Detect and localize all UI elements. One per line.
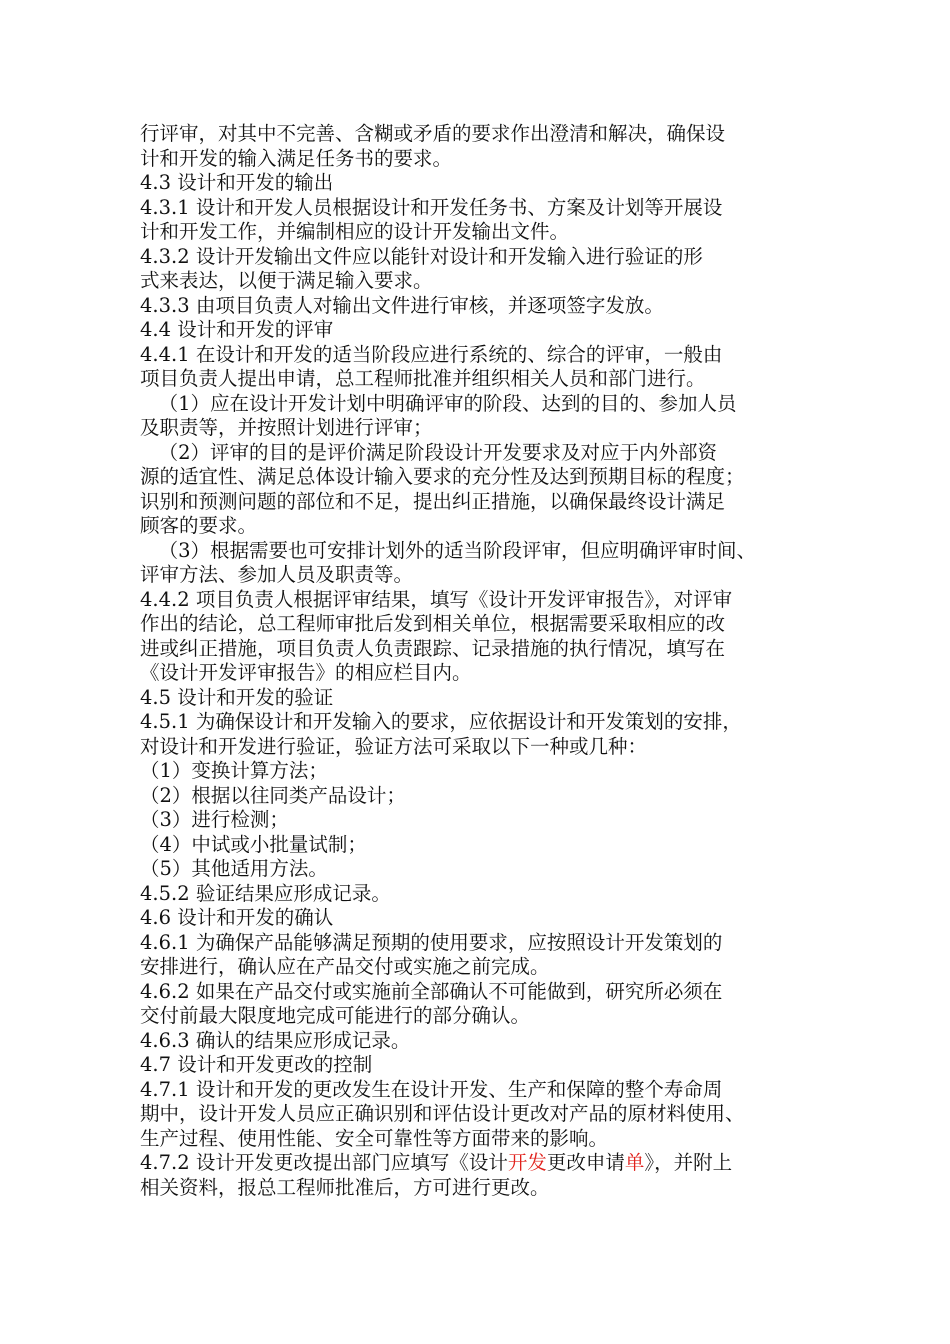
section-heading-4-4: 4.4 设计和开发的评审 <box>140 318 334 341</box>
list-item: （4）中试或小批量试制； <box>140 832 367 856</box>
section-heading-4-7: 4.7 设计和开发更改的控制 <box>140 1053 373 1076</box>
text-line: 4.5.1 为确保设计和开发输入的要求，应依据设计和开发策划的安排， <box>140 710 742 733</box>
text-segment: 更改申请 <box>546 1151 625 1174</box>
text-line: 及职责等，并按照计划进行评审； <box>140 416 433 439</box>
text-line: （1）应在设计开发计划中明确评审的阶段、达到的目的、参加人员 <box>140 391 737 415</box>
text-line: 识别和预测问题的部位和不足，提出纠正措施，以确保最终设计满足 <box>140 489 726 513</box>
text-line: 交付前最大限度地完成可能进行的部分确认。 <box>140 1004 531 1027</box>
text-line: 计和开发工作，并编制相应的设计开发输出文件。 <box>140 220 570 243</box>
text-line: 4.6.3 确认的结果应形成记录。 <box>140 1028 411 1052</box>
list-item: （1）变换计算方法； <box>140 759 328 782</box>
text-line: 源的适宜性、满足总体设计输入要求的充分性及达到预期目标的程度； <box>140 465 745 488</box>
text-line: 4.3.1 设计和开发人员根据设计和开发任务书、方案及计划等开展设 <box>140 195 723 219</box>
section-heading-4-3: 4.3 设计和开发的输出 <box>140 171 334 194</box>
text-line-4-7-2 <box>140 1151 820 1176</box>
text-line: 评审方法、参加人员及职责等。 <box>140 563 414 586</box>
text-line: 期中，设计开发人员应正确识别和评估设计更改对产品的原材料使用、 <box>140 1102 745 1125</box>
text-segment: 4.7.2 设计开发更改提出部门应填写《设计 <box>140 1151 508 1174</box>
text-segment: 》，并附上 <box>644 1151 733 1174</box>
text-line: 项目负责人提出申请，总工程师批准并组织相关人员和部门进行。 <box>140 367 706 390</box>
text-line: 计和开发的输入满足任务书的要求。 <box>140 146 453 170</box>
text-line: 4.7.1 设计和开发的更改发生在设计开发、生产和保障的整个寿命周 <box>140 1077 723 1101</box>
text-line: 作出的结论，总工程师审批后发到相关单位，根据需要采取相应的改 <box>140 612 726 635</box>
text-line: 4.4.1 在设计和开发的适当阶段应进行系统的、综合的评审，一般由 <box>140 342 723 366</box>
text-line: 《设计开发评审报告》的相应栏目内。 <box>140 661 472 684</box>
text-line: 进或纠正措施，项目负责人负责跟踪、记录措施的执行情况，填写在 <box>140 636 726 660</box>
text-line: 对设计和开发进行验证，验证方法可采取以下一种或几种： <box>140 734 648 758</box>
document-body <box>140 122 820 1200</box>
section-heading-4-5: 4.5 设计和开发的验证 <box>140 685 334 709</box>
text-line: 安排进行，确认应在产品交付或实施之前完成。 <box>140 955 550 978</box>
text-line: 4.5.2 验证结果应形成记录。 <box>140 881 391 905</box>
text-line: 4.6.1 为确保产品能够满足预期的使用要求，应按照设计开发策划的 <box>140 930 723 954</box>
text-line: 4.4.2 项目负责人根据评审结果，填写《设计开发评审报告》，对评审 <box>140 587 733 611</box>
text-line: （3）根据需要也可安排计划外的适当阶段评审，但应明确评审时间、 <box>140 538 757 562</box>
highlighted-text: 单 <box>624 1151 645 1174</box>
text-line: （2）评审的目的是评价满足阶段设计开发要求及对应于内外部资 <box>140 440 718 464</box>
list-item: （3）进行检测； <box>140 808 289 831</box>
text-line: 相关资料，报总工程师批准后，方可进行更改。 <box>140 1175 550 1199</box>
text-line: 顾客的要求。 <box>140 514 258 537</box>
list-item: （5）其他适用方法。 <box>140 857 328 880</box>
text-line: 生产过程、使用性能、安全可靠性等方面带来的影响。 <box>140 1126 609 1150</box>
section-heading-4-6: 4.6 设计和开发的确认 <box>140 906 334 929</box>
list-item: （2）根据以往同类产品设计； <box>140 783 406 807</box>
highlighted-text: 开发 <box>507 1151 547 1174</box>
text-line: 4.3.2 设计开发输出文件应以能针对设计和开发输入进行验证的形 <box>140 244 703 268</box>
text-line: 行评审，对其中不完善、含糊或矛盾的要求作出澄清和解决，确保设 <box>140 122 726 145</box>
text-line: 4.3.3 由项目负责人对输出文件进行审核，并逐项签字发放。 <box>140 293 664 317</box>
text-line: 4.6.2 如果在产品交付或实施前全部确认不可能做到，研究所必须在 <box>140 979 723 1003</box>
text-line: 式来表达，以便于满足输入要求。 <box>140 269 433 292</box>
